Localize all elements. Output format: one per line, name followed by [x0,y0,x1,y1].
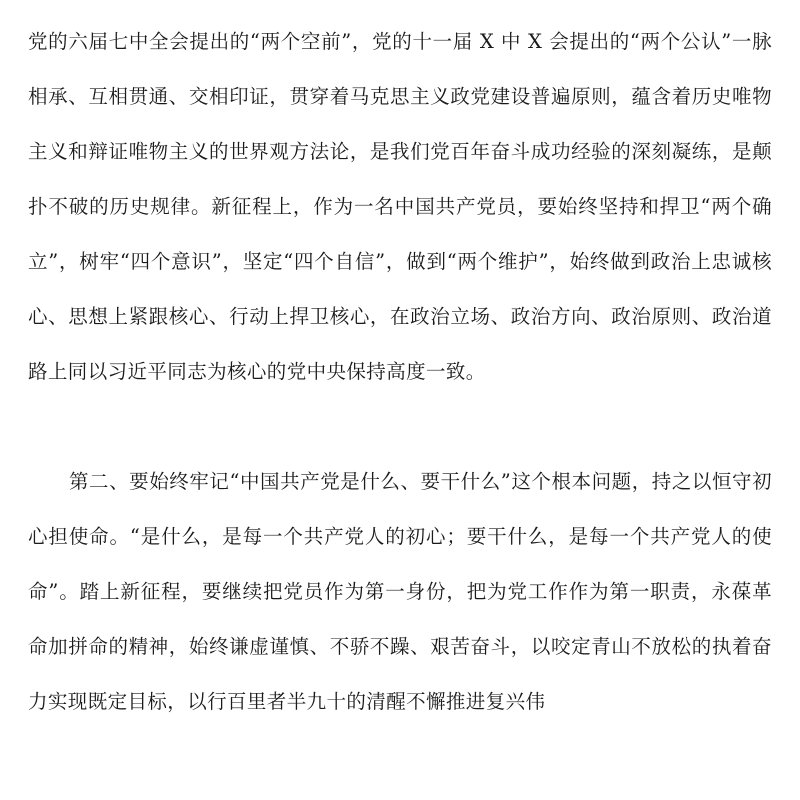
paragraph-spacer [28,399,772,454]
document-body [28,14,772,729]
paragraph-1: 党的六届七中全会提出的“两个空前”，党的十一届 X 中 X 会提出的“两个公认”一脉相承、互相贯通、交相印证，贯穿着马克思主义政党建设普遍原则，蕴含着历史唯物主义和辩证唯物主义的世界观方法论，是我们党百年奋斗成功经验的深刻凝练，是颠扑不破的历史规律。新征程上，作为一名中国共产党员，要始终坚持和捍卫“两个确立”，树牢“四个意识”，坚定“四个自信”，做到“两个维护”，始终做到政治上忠诚核心、思想上紧跟核心、行动上捍卫核心，在政治立场、政治方向、政治原则、政治道路上同以习近平同志为核心的党中央保持高度一致。 [28,30,772,383]
paragraph-2: 第二、要始终牢记“中国共产党是什么、要干什么”这个根本问题，持之以恒守初心担使命。“是什么，是每一个共产党人的初心；要干什么，是每一个共产党人的使命”。踏上新征程，要继续把党员作为第一身份，把为党工作作为第一职责，永葆革命加拼命的精神，始终谦虚谨慎、不骄不躁、艰苦奋斗，以咬定青山不放松的执着奋力实现既定目标，以行百里者半九十的清醒不懈推进复兴伟 [28,470,772,713]
